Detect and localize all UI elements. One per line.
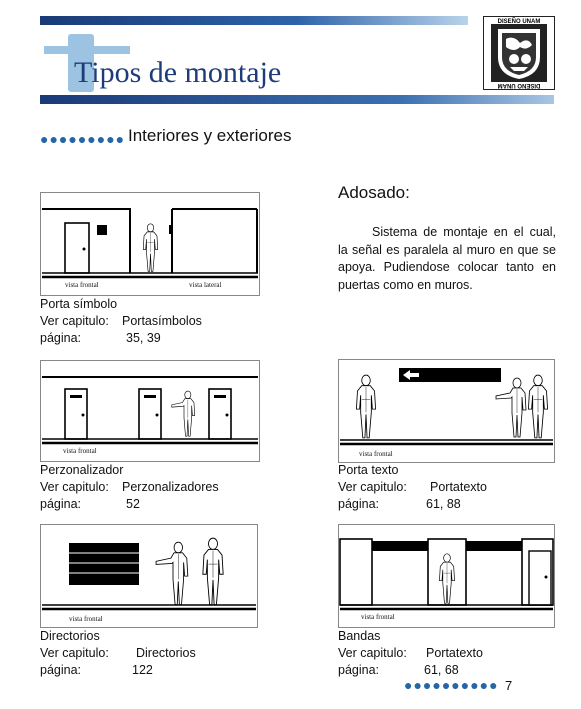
directorios-drawing: [41, 525, 257, 627]
header-top-bar: [40, 16, 468, 25]
caption-chapter: Portatexto: [430, 480, 487, 494]
view-label: vista frontal: [69, 615, 103, 623]
view-label: vista lateral: [189, 281, 222, 289]
caption-page-label: página:: [40, 497, 82, 511]
caption-chapter: Directorios: [136, 646, 196, 660]
section-subtitle: Interiores y exteriores: [128, 126, 292, 145]
header-decor-horizontal: [44, 46, 130, 54]
caption-title: Directorios: [40, 629, 100, 643]
caption-title: Perzonalizador: [40, 463, 124, 477]
caption-chapter-label: Ver capitulo:: [338, 646, 407, 660]
adosado-title: Adosado:: [338, 183, 410, 202]
caption-page-label: página:: [338, 663, 380, 677]
figure-porta-simbolo: [40, 192, 260, 296]
caption-title: Porta símbolo: [40, 297, 118, 311]
footer-dots: ●●●●●●●●●●: [404, 677, 499, 693]
logo-text-bottom: DISEÑO UNAM: [497, 82, 541, 88]
caption-page-label: página:: [338, 497, 380, 511]
porta-texto-drawing: [339, 360, 554, 462]
caption-directorios: [40, 628, 196, 679]
caption-chapter-label: Ver capitulo:: [40, 646, 109, 660]
logo-graphic: [484, 17, 554, 89]
adosado-description: Sistema de montaje en el cual, la señal es paralela al muro en que se apoya. Pudiendose colocar tanto en puertas como en muros.: [338, 225, 556, 292]
caption-page-label: página:: [40, 331, 82, 345]
caption-pages: 61, 68: [424, 663, 459, 677]
bandas-drawing: [339, 525, 554, 627]
caption-chapter: Portatexto: [426, 646, 483, 660]
figure-porta-texto: [338, 359, 555, 463]
caption-chapter: Portasímbolos: [122, 314, 202, 328]
caption-perzonalizador: [40, 462, 219, 513]
page-title: Tipos de montaje: [74, 56, 282, 89]
figure-bandas: [338, 524, 555, 628]
caption-chapter-label: Ver capitulo:: [40, 480, 109, 494]
view-label: vista frontal: [359, 450, 393, 458]
page-number: 7: [505, 678, 513, 693]
perzonalizador-drawing: [41, 361, 259, 461]
logo-text: DISEÑO UNAM: [497, 19, 541, 25]
view-label: vista frontal: [361, 613, 395, 621]
unam-logo: [483, 16, 555, 90]
caption-pages: 52: [126, 497, 140, 511]
caption-pages: 61, 88: [426, 497, 461, 511]
view-label: vista frontal: [65, 281, 99, 289]
view-label: vista frontal: [63, 447, 97, 455]
caption-page-label: página:: [40, 663, 82, 677]
caption-porta-texto: [338, 462, 487, 513]
section-dots: ●●●●●●●●●: [40, 131, 126, 147]
caption-chapter-label: Ver capitulo:: [40, 314, 109, 328]
caption-title: Porta texto: [338, 463, 399, 477]
figure-directorios: [40, 524, 258, 628]
figure-perzonalizador: [40, 360, 260, 462]
caption-chapter: Perzonalizadores: [122, 480, 219, 494]
caption-chapter-label: Ver capitulo:: [338, 480, 407, 494]
caption-title: Bandas: [338, 629, 381, 643]
header-bottom-bar: [40, 95, 554, 104]
caption-pages: 35, 39: [126, 331, 161, 345]
caption-porta-simbolo: [40, 296, 202, 347]
caption-bandas: [338, 628, 483, 679]
porta-simbolo-drawing: [41, 193, 259, 295]
caption-pages: 122: [132, 663, 153, 677]
